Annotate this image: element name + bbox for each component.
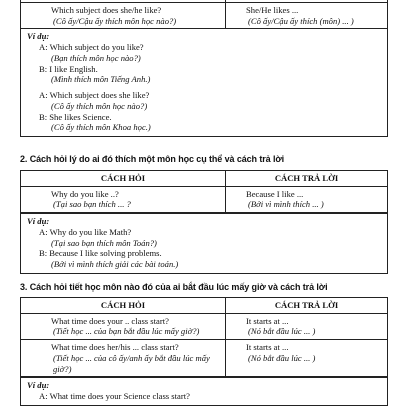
example-block bbox=[21, 29, 387, 136]
answer-text: It starts at ... bbox=[246, 315, 289, 326]
example-translation: (Mình thích môn Tiếng Anh.) bbox=[51, 74, 151, 85]
example-translation: (Bạn thích môn học nào?) bbox=[51, 52, 141, 63]
example-line: A: Which subject do you like? bbox=[39, 42, 144, 53]
example-translation: (Cô ấy thích môn học nào?) bbox=[51, 100, 148, 111]
answer-cell bbox=[226, 187, 387, 212]
question-text: Why do you like ..? bbox=[51, 188, 119, 199]
answer-text: Because I like ... bbox=[246, 188, 304, 199]
subject-question-table bbox=[20, 0, 388, 137]
answer-text: She/He likes ... bbox=[246, 5, 299, 15]
header-ask: CÁCH HỎI bbox=[21, 171, 226, 186]
answer-cell bbox=[226, 340, 387, 376]
example-line: B: I like English. bbox=[39, 63, 98, 74]
example-line: A: Why do you like Math? bbox=[39, 226, 132, 237]
header-answer: CÁCH TRẢ LỜI bbox=[274, 300, 339, 310]
question-translation: (Tiết học ... của bạn bắt đầu lúc mấy giờ?) bbox=[53, 326, 200, 337]
answer-translation: (Nó bắt đầu lúc ... ) bbox=[248, 352, 316, 363]
question-text: Which subject does she/he like? bbox=[51, 5, 162, 15]
time-question-table bbox=[20, 297, 388, 406]
section-2-title: 2. Cách hỏi lý do ai đó thích một môn học cụ thể và cách trả lời bbox=[20, 154, 285, 164]
answer-translation: (Nó bắt đầu lúc ... ) bbox=[248, 326, 316, 337]
table-row bbox=[21, 340, 387, 377]
question-cell bbox=[21, 314, 226, 339]
question-translation: (Cô ấy/Cậu ấy thích môn học nào?) bbox=[53, 15, 177, 26]
example-title: Ví dụ: bbox=[27, 380, 50, 391]
example-block bbox=[21, 213, 387, 273]
table-header-row bbox=[21, 171, 387, 187]
question-text: What time does her/his ... class start? bbox=[51, 342, 179, 353]
example-block bbox=[21, 377, 387, 404]
answer-translation: (Bởi vì mình thích ... ) bbox=[248, 199, 324, 210]
question-cell bbox=[21, 340, 226, 376]
question-translation: (Tại sao bạn thích ... ? bbox=[53, 199, 131, 210]
example-line: B: Because I like solving problems. bbox=[39, 248, 162, 259]
table-header-row bbox=[21, 298, 387, 314]
question-translation: (Tiết học ... của cô ấy/anh ấy bắt đầu lúc mấy giờ?) bbox=[53, 352, 210, 374]
example-translation: (Bởi vì mình thích giải các bài toán.) bbox=[51, 259, 179, 270]
section-3-title: 3. Cách hỏi tiết học môn nào đó của ai bắt đầu lúc mấy giờ và cách trả lời bbox=[20, 282, 328, 292]
example-translation: (Cô ấy thích môn Khoa học.) bbox=[51, 122, 151, 133]
reason-question-table bbox=[20, 170, 388, 274]
example-title: Ví dụ: bbox=[27, 31, 50, 42]
example-line: B: She likes Science. bbox=[39, 111, 112, 122]
question-cell bbox=[21, 187, 226, 212]
example-line: A: Which subject does she like? bbox=[39, 90, 150, 101]
example-title: Ví dụ: bbox=[27, 216, 50, 227]
table-row bbox=[21, 187, 387, 213]
example-line: A: What time does your Science class start? bbox=[39, 391, 190, 402]
answer-cell bbox=[226, 314, 387, 339]
answer-cell bbox=[226, 3, 387, 28]
answer-text: It starts at ... bbox=[246, 342, 289, 353]
header-answer: CÁCH TRẢ LỜI bbox=[274, 173, 339, 183]
question-text: What time does your .. class start? bbox=[51, 315, 169, 326]
header-ask: CÁCH HỎI bbox=[21, 298, 226, 313]
question-cell bbox=[21, 3, 226, 28]
answer-translation: (Cô ấy/Cậu ấy thích (môn) ... ) bbox=[248, 15, 354, 26]
table-row bbox=[21, 314, 387, 340]
table-row bbox=[21, 3, 387, 29]
example-translation: (Tại sao bạn thích môn Toán?) bbox=[51, 237, 157, 248]
